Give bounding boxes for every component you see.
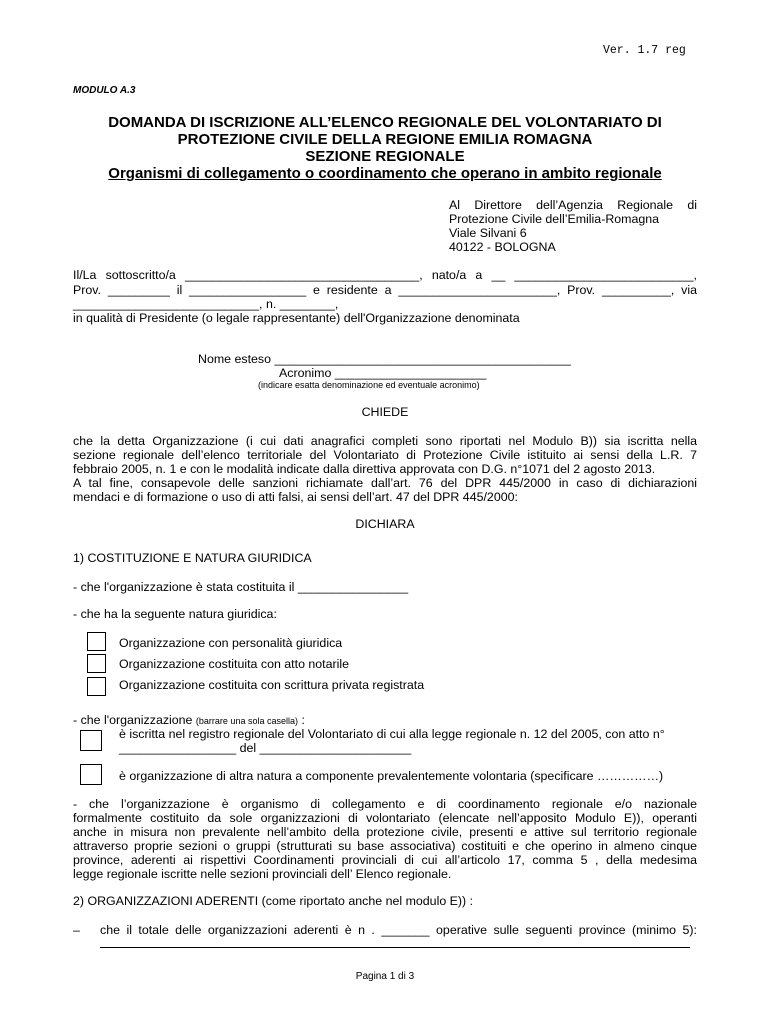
- org-type-intro-text: - che l'organizzazione: [73, 713, 193, 727]
- regional-registry-label: è iscritta nel registro regionale del Volontariato di cui alla legge regionale n. 12 del 2005, con atto n°: [119, 727, 665, 741]
- org-type-intro: [73, 713, 305, 727]
- applicant-line4: in qualità di Presidente (o legale rappresentante) dell'Organizzazione denominata: [73, 311, 520, 325]
- private-deed-checkbox[interactable]: [87, 677, 106, 696]
- version-label: Ver. 1.7 reg: [603, 44, 686, 57]
- section1-heading: 1) COSTITUZIONE E NATURA GIURIDICA: [73, 551, 312, 565]
- request-line3: febbraio 2005, n. 1 e con le modalità indicate dalla direttiva approvata con D.G. n°1071 del 2 agosto 2013.: [73, 462, 656, 476]
- request-line1: che la detta Organizzazione (i cui dati anagrafici completi sono riportati nel Modulo B)) sia iscritta nella: [73, 434, 697, 448]
- page-title-line2: PROTEZIONE CIVILE DELLA REGIONE EMILIA ROMAGNA: [177, 131, 593, 148]
- recipient-line1: Al Direttore dell’Agenzia Regionale di: [449, 198, 697, 212]
- declare-heading: DICHIARA: [355, 517, 415, 531]
- org-type-hint: (barrare una sola casella): [195, 716, 298, 726]
- module-label: MODULO A.3: [73, 85, 136, 96]
- page-subtitle: Organismi di collegamento o coordinamento che operano in ambito regionale: [108, 165, 662, 182]
- regional-registry-checkbox[interactable]: [80, 730, 102, 751]
- org-type-colon: :: [301, 713, 305, 727]
- recipient-line3: Viale Silvani 6: [449, 226, 527, 240]
- notarial-deed-label: Organizzazione costituita con atto notarile: [119, 657, 350, 671]
- recipient-line4: 40122 - BOLOGNA: [449, 240, 556, 254]
- request-line2: sezione regionale dell’elenco territoriale del Volontariato di Protezione Civile istituito ai sensi della L.R. 7: [73, 448, 697, 462]
- provinces-line[interactable]: [100, 947, 690, 948]
- coordination-line6: legge regionale iscritte nelle sezioni provinciali dell’ Elenco regionale.: [73, 867, 452, 881]
- other-nature-label: è organizzazione di altra natura a componente prevalentemente volontaria (specificare ……………): [119, 769, 664, 783]
- section2-heading: 2) ORGANIZZAZIONI ADERENTI (come riportato anche nel modulo E)) :: [73, 894, 474, 908]
- naming-hint: (indicare esatta denominazione ed eventuale acronimo): [258, 380, 480, 390]
- coordination-line4: attraverso proprie sezioni o gruppi (strutturati su base associativa) costituiti e che operino in almeno cinque: [73, 839, 697, 853]
- coordination-line2: formalmente costituito da sole organizzazioni di volontariato (elencate nell’apposito Modulo E)), operanti: [73, 811, 697, 825]
- request-heading: CHIEDE: [361, 405, 409, 419]
- request-line4: A tal fine, consapevole delle sanzioni richiamate dall’art. 76 del DPR 445/2000 in caso di dichiarazioni: [73, 476, 697, 490]
- registry-act-field[interactable]: _________________ del ______________________: [119, 741, 412, 755]
- coordination-line5: province, aderenti ai rispettivi Coordinamenti provinciali di cui all’articolo 17, comma 5 , della medesima: [73, 853, 697, 867]
- members-count-field[interactable]: che il totale delle organizzazioni aderenti è n . _______ operative sulle seguenti province (minimo 5):: [100, 923, 697, 937]
- full-name-field[interactable]: Nome esteso ___________________________________________: [198, 352, 571, 366]
- acronym-field[interactable]: Acronimo ______________________: [279, 366, 487, 380]
- applicant-line1: Il/La sottoscritto/a __________________________________, nato/a a __ __________________________,: [73, 268, 697, 282]
- recipient-line2: Protezione Civile dell’Emilia-Romagna: [449, 212, 660, 226]
- other-nature-checkbox[interactable]: [80, 764, 102, 785]
- legal-personality-label: Organizzazione con personalità giuridica: [119, 636, 343, 650]
- page-number: Pagina 1 di 3: [355, 971, 415, 982]
- notarial-deed-checkbox[interactable]: [87, 654, 106, 673]
- request-line5: mendaci e di formazione o uso di atti falsi, ai sensi dell’art. 47 del DPR 445/2000:: [73, 490, 518, 504]
- coordination-line1: - che l’organizzazione è organismo di collegamento e di coordinamento regionale e/o nazionale: [73, 797, 697, 811]
- applicant-line2: Prov. _________ il _________________ e residente a _______________________, Prov. __________, via: [73, 283, 697, 297]
- legal-personality-checkbox[interactable]: [87, 632, 106, 651]
- page-title-line1: DOMANDA DI ISCRIZIONE ALL’ELENCO REGIONALE DEL VOLONTARIATO DI: [108, 114, 662, 131]
- private-deed-label: Organizzazione costituita con scrittura privata registrata: [119, 678, 425, 692]
- legal-nature-intro: - che ha la seguente natura giuridica:: [73, 607, 277, 621]
- members-dash: –: [73, 923, 80, 937]
- page-title-line3: SEZIONE REGIONALE: [305, 148, 465, 165]
- established-date-field[interactable]: - che l'organizzazione è stata costituita il ________________: [73, 580, 409, 594]
- applicant-line3: ___________________________, n. ________,: [73, 297, 339, 311]
- coordination-line3: anche in misura non prevalente nell’ambito della protezione civile, presenti e attive sul territorio regionale: [73, 825, 697, 839]
